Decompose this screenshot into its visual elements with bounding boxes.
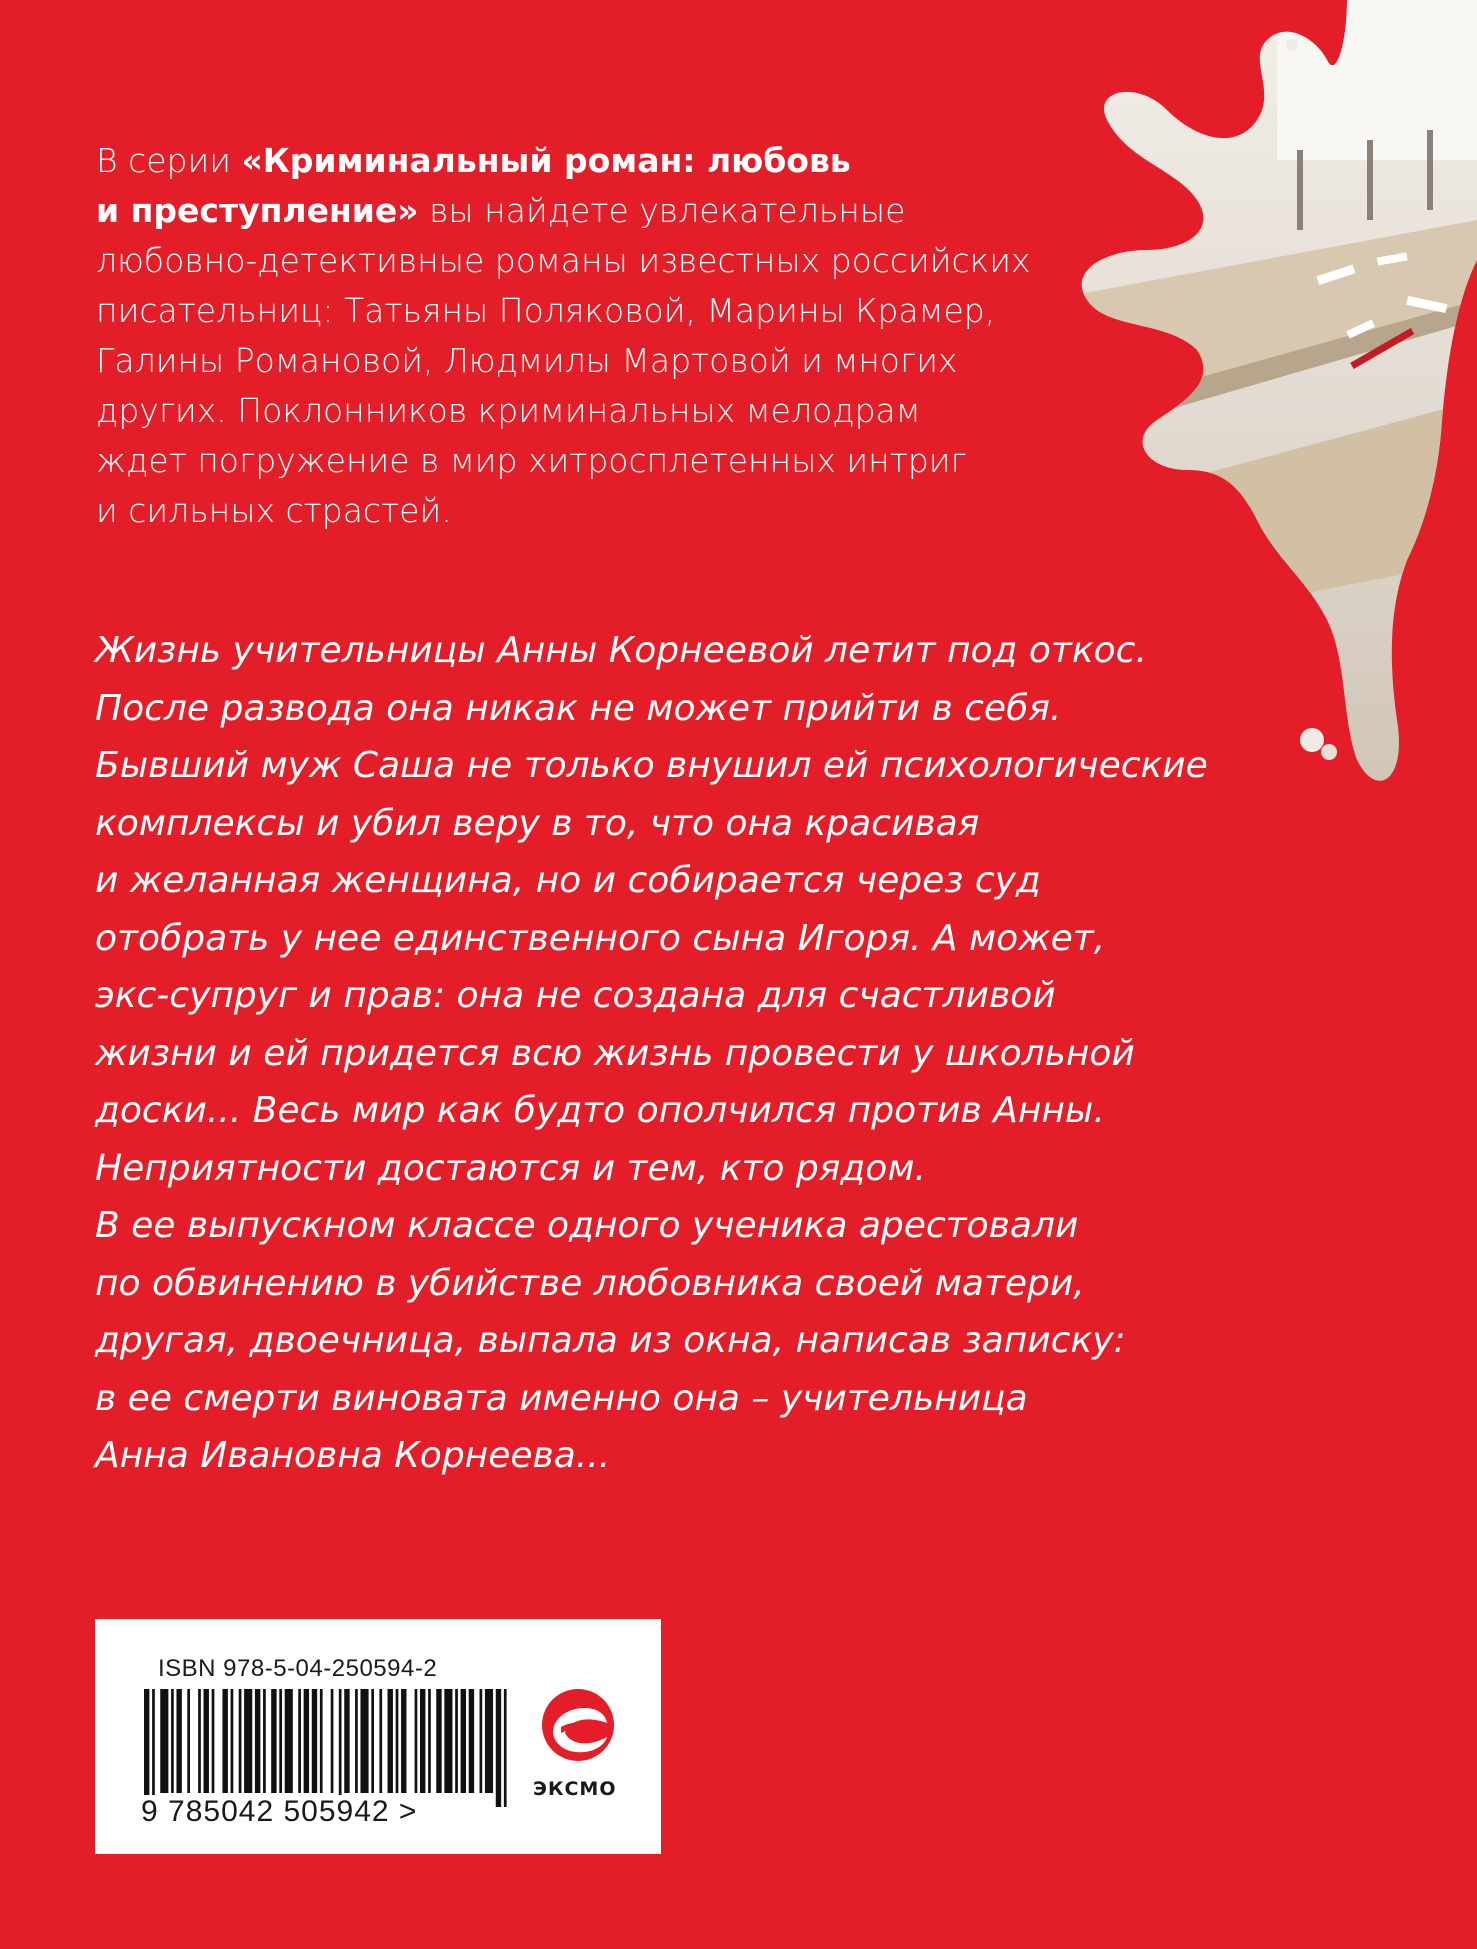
barcode-image	[144, 1689, 512, 1809]
barcode-bar	[371, 1689, 374, 1793]
barcode-bar	[271, 1689, 276, 1793]
barcode-bar	[239, 1689, 242, 1793]
barcode-bar	[171, 1689, 174, 1793]
annotation-line: по обвинению в убийстве любовника своей матери,	[95, 1262, 1085, 1304]
barcode-bar	[187, 1689, 190, 1793]
barcode-bar	[444, 1689, 452, 1793]
annotation-line: экс-супруг и прав: она не создана для счастливой	[95, 975, 1056, 1016]
publisher-name: ЭКСМО	[533, 1778, 617, 1800]
barcode-bar	[360, 1689, 368, 1793]
barcode-bar	[244, 1689, 252, 1793]
barcode-bar	[469, 1689, 474, 1793]
barcode-panel	[95, 1619, 661, 1854]
barcode-bar	[461, 1689, 466, 1793]
barcode-bar	[496, 1689, 501, 1807]
annotation-line: отобрать у нее единственного сына Игоря. А может,	[95, 917, 1106, 959]
series-line	[96, 186, 1096, 236]
annotation-line: в ее смерти виновата именно она – учительница	[95, 1377, 1028, 1419]
barcode-bar	[198, 1689, 201, 1793]
barcode-bar	[455, 1689, 458, 1793]
annotation-line: жизни и ей придется всю жизнь провести у школьной	[95, 1032, 1135, 1074]
series-line: и сильных страстей.	[96, 491, 452, 530]
barcode-bar	[320, 1689, 323, 1793]
annotation-line: другая, двоечница, выпала из окна, написав записку:	[95, 1320, 1126, 1361]
barcode-bar	[231, 1689, 234, 1793]
barcode-bar	[285, 1689, 293, 1793]
barcode-bar	[144, 1689, 149, 1807]
barcode-bar	[160, 1689, 168, 1793]
isbn-label: ISBN 978-5-04-250594-2	[158, 1655, 438, 1682]
series-title-bold: и преступление»	[96, 191, 419, 230]
annotation-line: После развода она никак не может прийти в себя.	[95, 687, 1062, 729]
barcode-bar	[304, 1689, 309, 1793]
annotation-line: Неприятности достаются и тем, кто рядом.	[95, 1147, 926, 1189]
barcode-bar	[312, 1689, 317, 1793]
barcode-bar	[388, 1689, 393, 1793]
barcode-bar	[436, 1689, 441, 1793]
barcode-bar	[344, 1689, 349, 1793]
barcode-bar	[331, 1689, 334, 1793]
series-description	[96, 136, 1096, 536]
barcode-bar	[355, 1689, 358, 1793]
series-text-run: вы найдете увлекательные	[418, 191, 906, 230]
barcode-bar	[396, 1689, 399, 1793]
barcode-bar	[504, 1689, 507, 1807]
series-line	[96, 136, 1096, 186]
annotation-line: Бывший муж Саша не только внушил ей психологические	[95, 745, 1208, 786]
annotation-line: и желанная женщина, но и собирается через суд	[95, 860, 1041, 901]
series-text-run: В серии	[96, 141, 242, 180]
barcode-bar	[339, 1689, 342, 1807]
barcode-bar	[222, 1689, 227, 1793]
barcode-bar	[212, 1689, 215, 1793]
barcode-bar	[401, 1689, 406, 1793]
series-line: других. Поклонников криминальных мелодрам	[96, 391, 921, 430]
annotation-line: комплексы и убил веру в то, что она красивая	[95, 802, 980, 844]
barcode-bar	[415, 1689, 418, 1793]
annotation-line: Жизнь учительницы Анны Корнеевой летит под откос.	[95, 630, 1147, 671]
barcode-bar	[428, 1689, 431, 1793]
annotation-line: В ее выпускном классе одного ученика арестовали	[95, 1205, 1079, 1246]
barcode-bar	[176, 1689, 181, 1793]
book-annotation	[95, 622, 1215, 1485]
barcode-bar	[152, 1689, 155, 1807]
barcode-bar	[263, 1689, 266, 1793]
barcode-bar	[420, 1689, 425, 1793]
barcode-digits: 9 785042 505942 >	[137, 1795, 421, 1829]
series-line: ждет погружение в мир хитросплетенных интриг	[96, 441, 967, 480]
series-line: Галины Романовой, Людмилы Мартовой и многих	[96, 341, 958, 380]
barcode-bar	[485, 1689, 493, 1793]
annotation-line: доски... Весь мир как будто ополчился против Анны.	[95, 1090, 1105, 1131]
series-title-bold: «Криминальный роман: любовь	[241, 141, 851, 180]
annotation-line: Анна Ивановна Корнеева...	[95, 1435, 611, 1476]
barcode-bar	[279, 1689, 282, 1793]
series-line: писательниц: Татьяны Поляковой, Марины Крамер,	[96, 291, 996, 330]
barcode-bar	[379, 1689, 382, 1793]
barcode-bar	[204, 1689, 209, 1793]
barcode-bar	[480, 1689, 483, 1793]
barcode-bar	[298, 1689, 301, 1793]
series-line: любовно-детективные романы известных российских	[96, 241, 1031, 280]
barcode-bar	[255, 1689, 260, 1793]
